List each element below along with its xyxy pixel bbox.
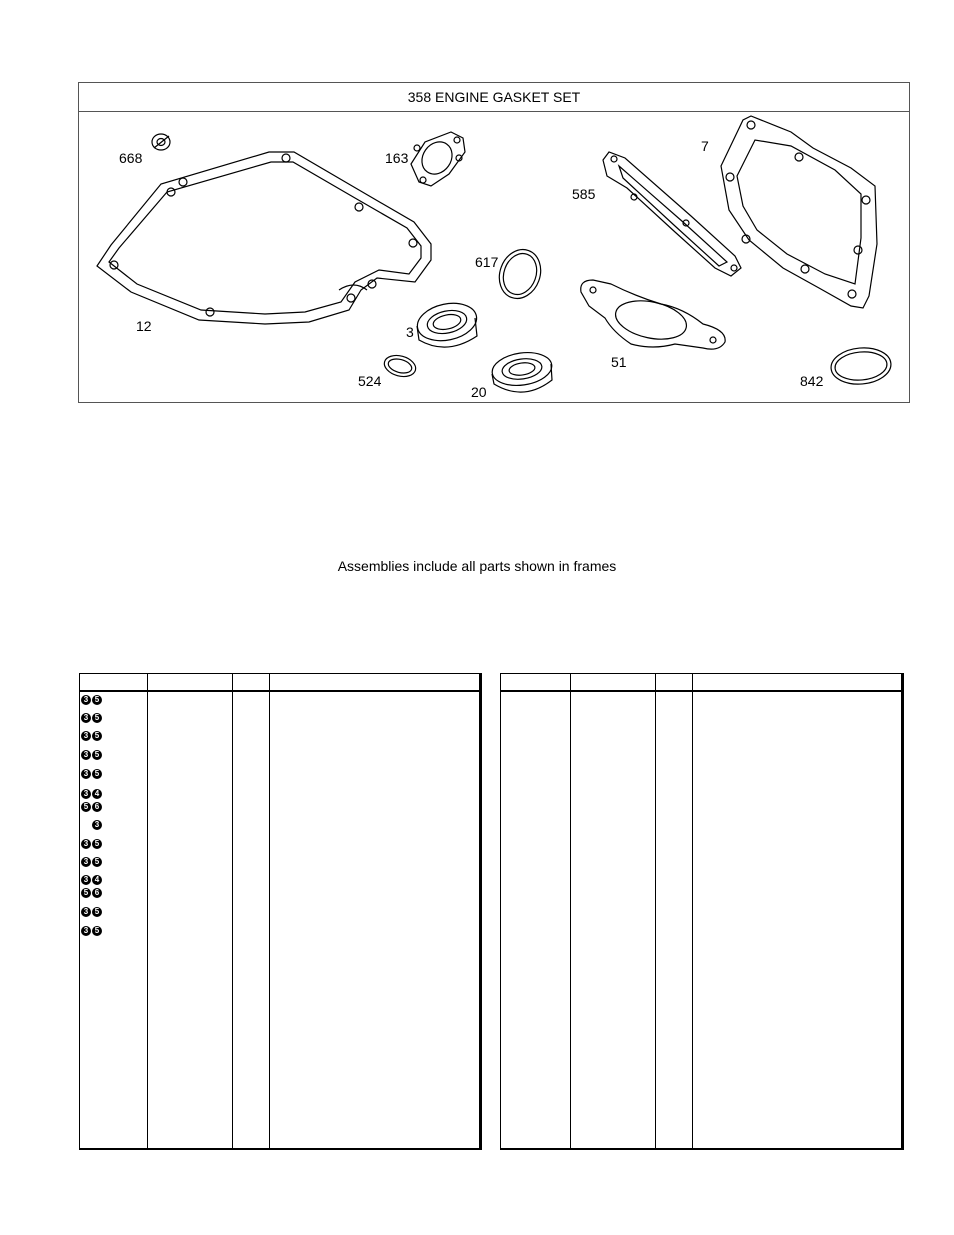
column-divider [232, 673, 233, 1150]
reference-symbol: 3 [81, 875, 91, 885]
callout-51: 51 [611, 354, 627, 370]
part-12-crankcase-gasket [97, 152, 431, 324]
reference-symbol: 5 [92, 857, 102, 867]
callout-12: 12 [136, 318, 152, 334]
reference-symbol: 5 [92, 731, 102, 741]
reference-symbol: 5 [92, 907, 102, 917]
reference-symbol-row [81, 888, 102, 898]
column-divider [692, 673, 693, 1150]
reference-symbol-row [81, 875, 102, 885]
assemblies-note: Assemblies include all parts shown in frames [337, 558, 617, 574]
callout-842: 842 [800, 373, 824, 389]
reference-symbol-row [81, 769, 102, 779]
reference-symbol: 3 [81, 713, 91, 723]
reference-symbol-row [81, 789, 102, 799]
reference-symbol: 3 [92, 820, 102, 830]
part-163-gasket [411, 132, 465, 186]
exploded-parts-diagram [79, 112, 909, 402]
reference-symbol: 3 [81, 857, 91, 867]
reference-symbol-row [81, 926, 102, 936]
part-51-exhaust-gasket [581, 280, 725, 349]
reference-symbol: 4 [92, 789, 102, 799]
reference-symbol: 5 [81, 802, 91, 812]
reference-symbol: 3 [81, 907, 91, 917]
reference-symbol: 3 [81, 769, 91, 779]
reference-symbol-row [81, 820, 102, 830]
reference-symbol-row [81, 695, 102, 705]
reference-symbol: 3 [81, 789, 91, 799]
reference-symbol: 5 [81, 888, 91, 898]
callout-7: 7 [701, 138, 709, 154]
header-rule [500, 690, 904, 692]
reference-symbol: 5 [92, 769, 102, 779]
part-524-oring [382, 352, 418, 380]
reference-symbol: 5 [92, 926, 102, 936]
reference-symbol: 3 [81, 926, 91, 936]
reference-symbol: 5 [92, 695, 102, 705]
callout-668: 668 [119, 150, 143, 166]
reference-symbol-row [81, 713, 102, 723]
gasket-set-frame [78, 82, 910, 403]
reference-symbol-row [81, 839, 102, 849]
reference-symbol: 5 [92, 750, 102, 760]
part-585-gasket [603, 152, 741, 276]
parts-table-right [500, 673, 904, 1150]
reference-symbol-row [81, 907, 102, 917]
part-7-head-gasket [721, 116, 877, 308]
header-rule [79, 690, 482, 692]
reference-symbol-row [81, 731, 102, 741]
table-border [79, 673, 482, 1150]
reference-symbol: 4 [92, 875, 102, 885]
reference-symbol: 5 [92, 713, 102, 723]
reference-symbol: 3 [81, 695, 91, 705]
part-842-oring [830, 345, 893, 386]
part-617-oring [493, 244, 548, 305]
part-20-oil-seal [490, 349, 554, 392]
reference-symbol-row [81, 802, 102, 812]
callout-3: 3 [406, 324, 414, 340]
column-divider [147, 673, 148, 1150]
column-divider [570, 673, 571, 1150]
column-divider [655, 673, 656, 1150]
reference-symbol: 3 [81, 839, 91, 849]
parts-table-left [79, 673, 482, 1150]
reference-symbol: 5 [92, 839, 102, 849]
callout-585: 585 [572, 186, 596, 202]
callout-20: 20 [471, 384, 487, 400]
reference-symbol: 6 [92, 888, 102, 898]
part-3-oil-seal [414, 298, 480, 347]
callout-524: 524 [358, 373, 382, 389]
reference-symbol-row [81, 857, 102, 867]
reference-symbol: 6 [92, 802, 102, 812]
reference-symbol: 3 [81, 750, 91, 760]
callout-617: 617 [475, 254, 499, 270]
reference-symbol-row [81, 750, 102, 760]
part-668-seal [152, 134, 170, 150]
frame-title: 358 ENGINE GASKET SET [79, 83, 909, 112]
column-divider [269, 673, 270, 1150]
table-border [500, 673, 904, 1150]
reference-symbol: 3 [81, 731, 91, 741]
callout-163: 163 [385, 150, 409, 166]
